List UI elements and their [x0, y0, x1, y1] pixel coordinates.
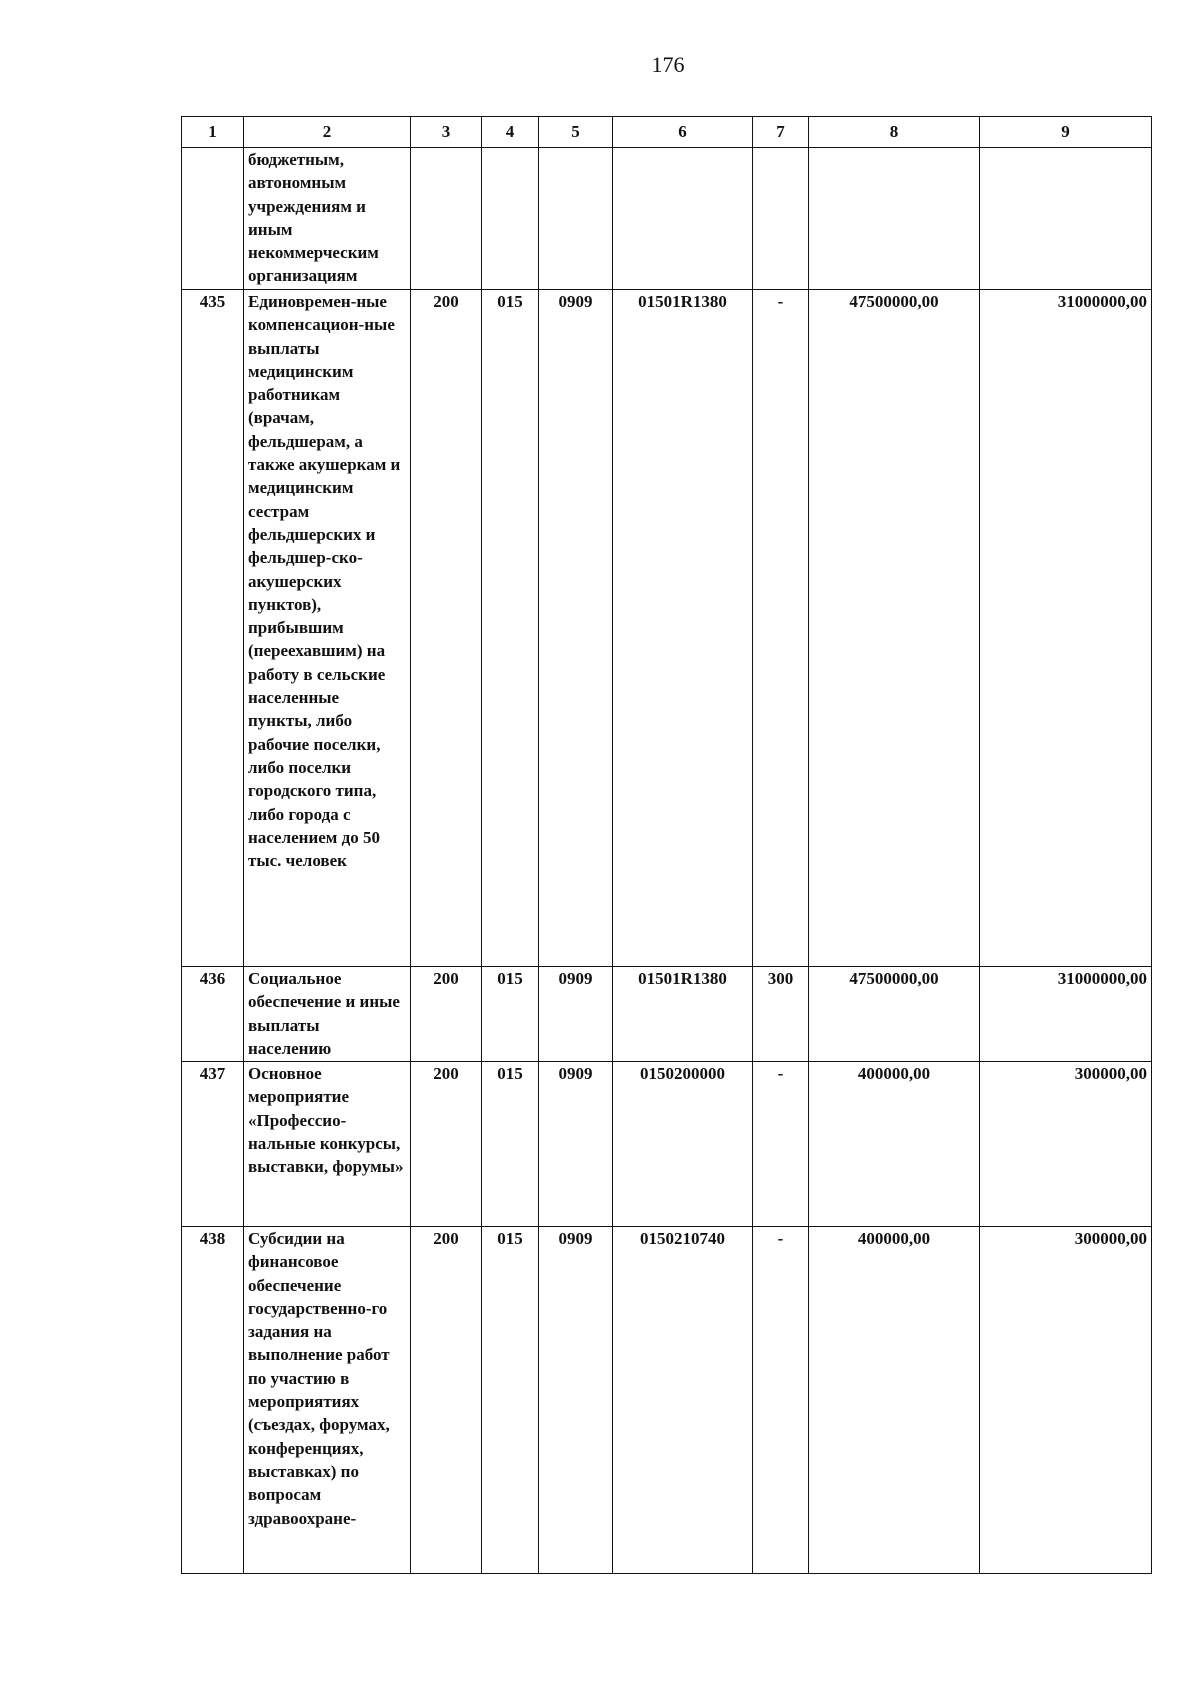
cell-col4: 015 [482, 967, 539, 1062]
cell-col7 [753, 148, 809, 290]
column-header: 2 [244, 117, 411, 148]
table-row [182, 148, 1152, 290]
cell-col3: 200 [411, 290, 482, 967]
row-name-text: бюджетным, автономным учреждениям и иным некоммерческим организациям [248, 150, 379, 286]
cell-col8: 400000,00 [809, 1227, 980, 1574]
cell-col3: 200 [411, 1062, 482, 1227]
row-name [244, 148, 411, 290]
page-number: 176 [651, 52, 685, 77]
cell-col8 [809, 148, 980, 290]
cell-col7: - [753, 1062, 809, 1227]
row-number: 438 [182, 1227, 244, 1574]
cell-col4: 015 [482, 290, 539, 967]
cell-col6: 0150210740 [613, 1227, 753, 1574]
column-header: 3 [411, 117, 482, 148]
row-name-text: Основное мероприятие «Профессио-нальные конкурсы, выставки, форумы» [248, 1064, 404, 1177]
cell-col3: 200 [411, 967, 482, 1062]
row-number [182, 148, 244, 290]
cell-col4: 015 [482, 1227, 539, 1574]
cell-col9: 31000000,00 [980, 967, 1152, 1062]
row-name [244, 1227, 411, 1574]
cell-col6: 01501R1380 [613, 290, 753, 967]
cell-col4 [482, 148, 539, 290]
cell-col8: 47500000,00 [809, 290, 980, 967]
column-header: 5 [539, 117, 613, 148]
budget-table [181, 116, 1152, 1574]
row-number: 437 [182, 1062, 244, 1227]
cell-col6: 01501R1380 [613, 967, 753, 1062]
row-name [244, 1062, 411, 1227]
column-header: 4 [482, 117, 539, 148]
cell-col8: 400000,00 [809, 1062, 980, 1227]
column-header: 1 [182, 117, 244, 148]
cell-col9: 300000,00 [980, 1062, 1152, 1227]
column-header: 6 [613, 117, 753, 148]
table-row [182, 290, 1152, 967]
cell-col3: 200 [411, 1227, 482, 1574]
cell-col4: 015 [482, 1062, 539, 1227]
row-number: 435 [182, 290, 244, 967]
column-header: 8 [809, 117, 980, 148]
row-name [244, 967, 411, 1062]
table-row [182, 1062, 1152, 1227]
row-number: 436 [182, 967, 244, 1062]
cell-col9 [980, 148, 1152, 290]
cell-col5: 0909 [539, 1062, 613, 1227]
cell-col5: 0909 [539, 967, 613, 1062]
cell-col8: 47500000,00 [809, 967, 980, 1062]
row-name-text: Социальное обеспечение и иные выплаты населению [248, 969, 400, 1058]
table-row [182, 1227, 1152, 1574]
table-header-row [182, 117, 1152, 148]
row-name-text: Единовремен-ные компенсацион-ные выплаты медицинским работникам (врачам, фельдшерам, а также акушеркам и медицинским сестрам фельдшерских и фельдшер-ско-акушерских пунктов), прибывшим (переехавшим) на работу в сельские населенные пункты, либо рабочие поселки, либо поселки городского типа, либо города с населением до 50 тыс. человек [248, 292, 401, 871]
cell-col7: - [753, 290, 809, 967]
table-row [182, 967, 1152, 1062]
cell-col7: 300 [753, 967, 809, 1062]
cell-col6: 0150200000 [613, 1062, 753, 1227]
column-header: 7 [753, 117, 809, 148]
cell-col3 [411, 148, 482, 290]
cell-col9: 300000,00 [980, 1227, 1152, 1574]
cell-col9: 31000000,00 [980, 290, 1152, 967]
row-name-text: Субсидии на финансовое обеспечение государственно-го задания на выполнение работ по участию в мероприятиях (съездах, форумах, конференциях, выставках) по вопросам здравоохране- [248, 1229, 390, 1528]
cell-col5 [539, 148, 613, 290]
cell-col5: 0909 [539, 290, 613, 967]
cell-col6 [613, 148, 753, 290]
cell-col7: - [753, 1227, 809, 1574]
cell-col5: 0909 [539, 1227, 613, 1574]
column-header: 9 [980, 117, 1152, 148]
row-name [244, 290, 411, 967]
